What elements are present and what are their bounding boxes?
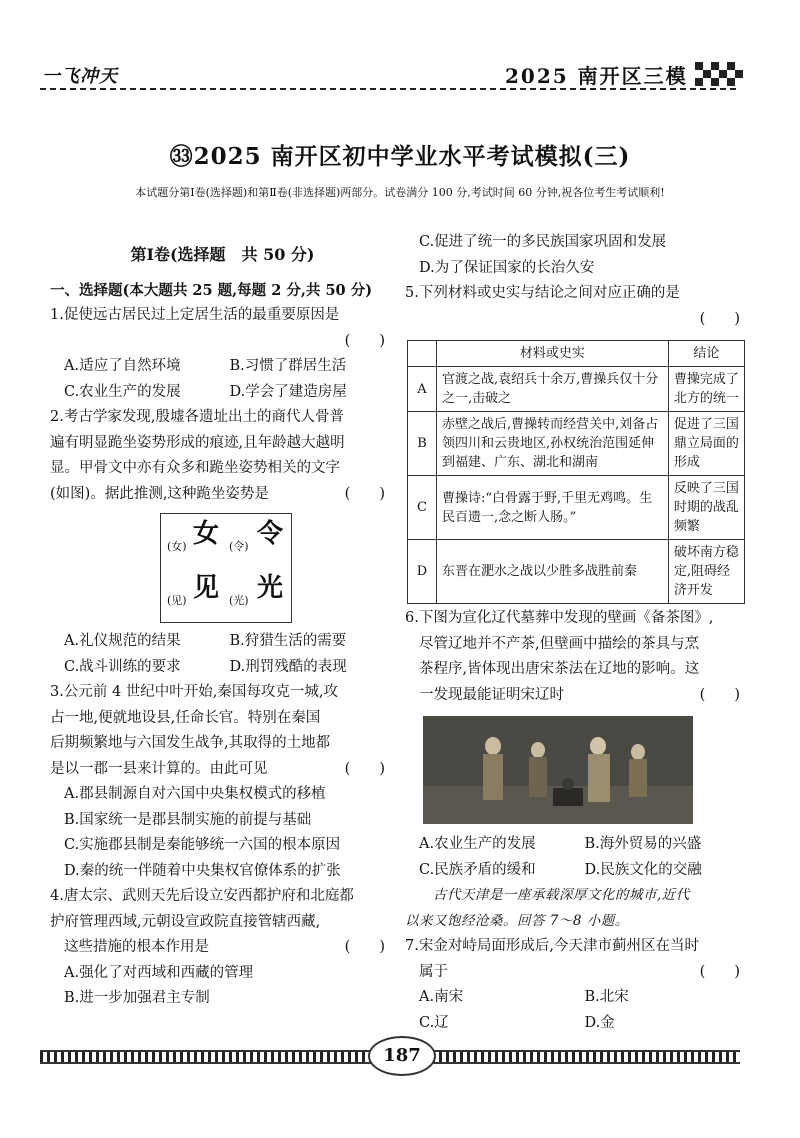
q5-stem: 5.下列材料或史实与结论之间对应正确的是: [405, 285, 680, 301]
q3-stem-line4: 是以一郡一县来计算的。由此可见: [50, 760, 268, 777]
exam-header-title: 2025 南开区三模: [505, 64, 688, 88]
glyph-label-3: (见): [167, 594, 187, 607]
oracle-glyph-1: 女: [193, 519, 220, 549]
question-4: [50, 884, 395, 1012]
q3-stem-line1: 3.公元前 4 世纪中叶开始,秦国每攻克一城,攻: [50, 684, 338, 700]
left-column: [50, 242, 395, 1012]
question-2: [50, 405, 395, 680]
mural-figures-icon: [423, 716, 693, 824]
glyph-label-2: (令): [229, 540, 249, 553]
q4-option-a[interactable]: A.强化了对西域和西藏的管理: [64, 964, 254, 981]
page-number: 187: [368, 1036, 436, 1076]
q2-stem-line3: 显。甲骨文中亦有众多和跪坐姿势相关的文字: [50, 460, 340, 476]
section-heading: 一、选择题(本大题共 25 题,每题 2 分,共 50 分): [50, 281, 373, 299]
oracle-bone-figure: [160, 513, 292, 623]
q7-option-a[interactable]: A.南宋: [419, 989, 464, 1005]
exam-instructions: 本试题分第Ⅰ卷(选择题)和第Ⅱ卷(非选择题)两部分。试卷满分 100 分,考试时间 60 分钟,祝各位考生考试顺利!: [135, 186, 665, 199]
q3-answer-blank[interactable]: ( ): [344, 760, 385, 777]
q4-stem-line2: 护府管理西域,元朝设宣政院直接管辖西藏,: [50, 913, 321, 930]
q4-stem-line3: 这些措施的根本作用是: [64, 939, 209, 955]
row-conclusion: 破坏南方稳定,阻碍经济开发: [668, 540, 744, 604]
q3-stem-line2: 占一地,便就地设县,任命长官。特别在秦国: [50, 709, 321, 726]
q3-option-c[interactable]: C.实施郡县制是秦能够统一六国的根本原因: [64, 837, 341, 853]
q1-option-d[interactable]: D.学会了建造房屋: [229, 383, 347, 400]
table-row: [408, 367, 745, 412]
q2-option-d[interactable]: D.刑罚残酷的表现: [229, 658, 347, 675]
right-column: [405, 230, 750, 1036]
table-row: [408, 412, 745, 476]
q4-option-c[interactable]: C.促进了统一的多民族国家巩固和发展: [419, 234, 667, 250]
row-key[interactable]: B: [408, 412, 437, 476]
table-header-material: 材料或史实: [437, 341, 669, 367]
oracle-glyph-3: 见: [193, 573, 220, 603]
q6-option-a[interactable]: A.农业生产的发展: [419, 836, 536, 852]
row-conclusion: 反映了三国时期的战乱频繁: [668, 476, 744, 540]
q7-stem-line2: 属于: [419, 963, 448, 980]
q5-answer-blank[interactable]: ( ): [699, 310, 740, 327]
q1-answer-blank[interactable]: ( ): [344, 332, 385, 349]
q6-option-d[interactable]: D.民族文化的交融: [584, 861, 702, 878]
passage-line2: 以来又饱经沧桑。回答 7～8 小题。: [405, 912, 629, 929]
q7-option-d[interactable]: D.金: [584, 1014, 615, 1031]
q6-stem-line4: 一发现最能证明宋辽时: [419, 686, 564, 703]
q7-option-b[interactable]: B.北宋: [584, 989, 629, 1005]
q6-option-b[interactable]: B.海外贸易的兴盛: [584, 836, 702, 852]
q1-option-b[interactable]: B.习惯了群居生活: [229, 358, 347, 374]
row-material: 赤壁之战后,曹操转而经营关中,刘备占领四川和云贵地区,孙权统治范围延伸到福建、广东、湖北和湖南: [437, 412, 669, 476]
q6-stem-line3: 茶程序,皆体现出唐宋茶法在辽地的影响。这: [419, 661, 700, 677]
q2-option-c[interactable]: C.战斗训练的要求: [64, 658, 181, 675]
q3-stem-line3: 后期频繁地与六国发生战争,其取得的土地都: [50, 735, 331, 751]
question-6: [405, 606, 750, 883]
row-material: 官渡之战,袁绍兵十余万,曹操兵仅十分之一,击破之: [437, 367, 669, 412]
q4-answer-blank[interactable]: ( ): [344, 939, 385, 955]
q2-option-b[interactable]: B.狩猎生活的需要: [229, 633, 347, 649]
row-conclusion: 曹操完成了北方的统一: [668, 367, 744, 412]
question-3: [50, 680, 395, 884]
q7-answer-blank[interactable]: ( ): [699, 963, 740, 980]
q4-stem-line1: 4.唐太宗、武则天先后设立安西都护府和北庭都: [50, 888, 354, 904]
q3-option-d[interactable]: D.秦的统一伴随着中央集权官僚体系的扩张: [64, 862, 341, 879]
passage-line1: 古代天津是一座承载深厚文化的城市,近代: [433, 887, 690, 903]
glyph-label-1: (女): [167, 540, 187, 553]
q6-answer-blank[interactable]: ( ): [699, 686, 740, 703]
oracle-glyph-4: 光: [257, 573, 284, 603]
q2-stem-line2: 遍有明显跪坐姿势形成的痕迹,且年龄越大越明: [50, 434, 345, 451]
q5-material-table: [407, 340, 745, 604]
q3-option-a[interactable]: A.郡县制源自对六国中央集权模式的移植: [64, 786, 326, 802]
table-row: [408, 476, 745, 540]
q1-option-c[interactable]: C.农业生产的发展: [64, 383, 181, 400]
q2-answer-blank[interactable]: ( ): [344, 485, 385, 502]
brand-logo-text: 一飞冲天: [42, 66, 118, 87]
q6-stem-line1: 6.下图为宣化辽代墓葬中发现的壁画《备茶图》,: [405, 610, 714, 626]
row-key[interactable]: A: [408, 367, 437, 412]
row-key[interactable]: D: [408, 540, 437, 604]
passage-tianjin: [405, 883, 750, 934]
row-conclusion: 促进了三国鼎立局面的形成: [668, 412, 744, 476]
glyph-label-4: (光): [229, 594, 249, 607]
q7-stem-line1: 7.宋金对峙局面形成后,今天津市蓟州区在当时: [405, 938, 699, 954]
tea-preparation-mural-image: [423, 716, 693, 824]
q1-option-a[interactable]: A.适应了自然环境: [64, 358, 181, 374]
q6-option-c[interactable]: C.民族矛盾的缓和: [419, 861, 536, 878]
question-5: [405, 281, 750, 604]
question-1: [50, 303, 395, 405]
q4-option-d[interactable]: D.为了保证国家的长治久安: [419, 259, 595, 276]
oracle-glyph-2: 令: [257, 519, 284, 549]
exam-title: ㉝2025 南开区初中学业水平考试模拟(三): [169, 143, 631, 170]
question-7: [405, 934, 750, 1036]
q6-stem-line2: 尽管辽地并不产茶,但壁画中描绘的茶具与烹: [419, 635, 700, 652]
q4-option-b[interactable]: B.进一步加强君主专制: [64, 990, 210, 1006]
table-row: [408, 540, 745, 604]
q2-stem-line4: (如图)。据此推测,这种跪坐姿势是: [50, 485, 269, 502]
q7-option-c[interactable]: C.辽: [419, 1014, 449, 1031]
q3-option-b[interactable]: B.国家统一是郡县制实施的前提与基础: [64, 811, 312, 828]
section-title: 第Ⅰ卷(选择题 共 50 分): [130, 245, 315, 264]
q2-stem-line1: 2.考古学家发现,殷墟各遗址出土的商代人骨普: [50, 409, 344, 425]
row-key[interactable]: C: [408, 476, 437, 540]
header-divider: [40, 88, 736, 93]
q2-option-a[interactable]: A.礼仪规范的结果: [64, 633, 181, 649]
table-header-conclusion: 结论: [668, 341, 744, 367]
q1-stem: 1.促使远古居民过上定居生活的最重要原因是: [50, 307, 340, 323]
row-material: 东晋在淝水之战以少胜多战胜前秦: [437, 540, 669, 604]
row-material: 曹操诗:“白骨露于野,千里无鸡鸣。生民百遗一,念之断人肠。”: [437, 476, 669, 540]
